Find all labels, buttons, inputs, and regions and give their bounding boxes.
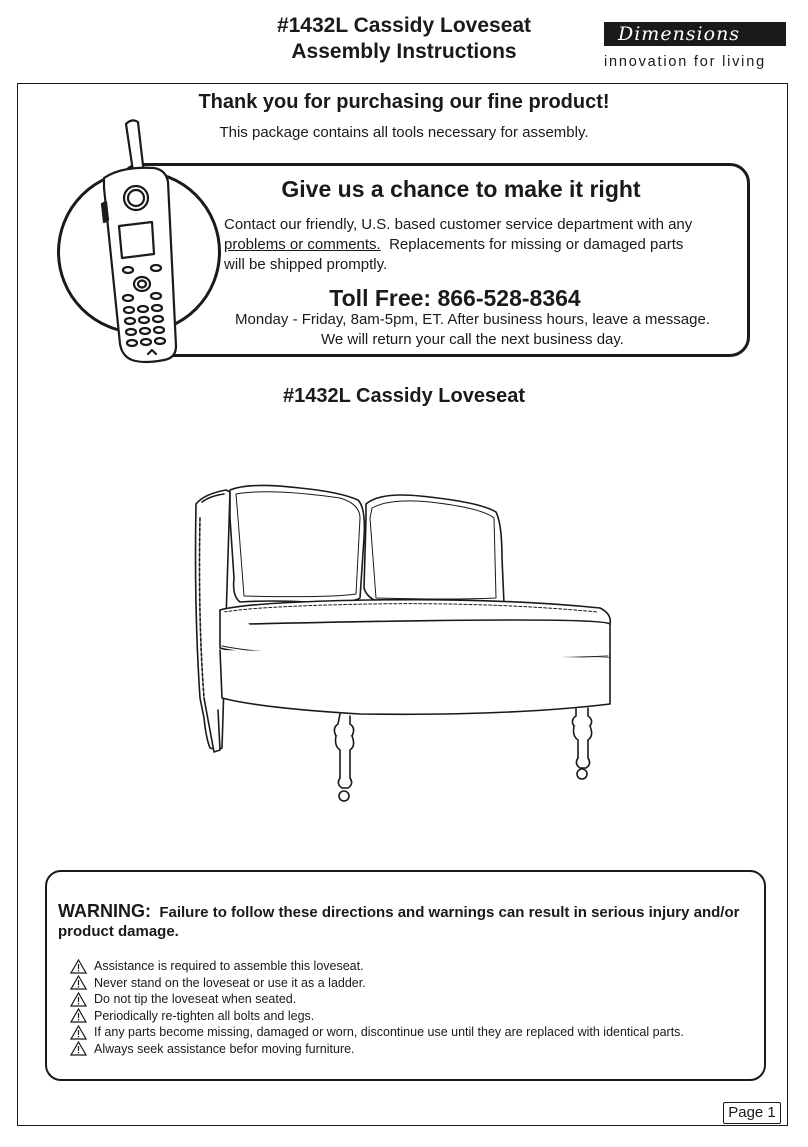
hours-line2: We will return your call the next business day. <box>321 331 624 348</box>
list-item <box>70 975 760 992</box>
support-contact-text <box>224 215 744 275</box>
document-title: #1432L Cassidy Loveseat <box>276 14 532 37</box>
brand-logo <box>604 22 788 72</box>
warning-item-text: Always seek assistance befor moving furniture. <box>94 1041 355 1056</box>
brand-tagline: innovation for living <box>604 54 766 70</box>
warning-item-text: Never stand on the loveseat or use it as a ladder. <box>94 975 366 990</box>
package-note: This package contains all tools necessary for assembly. <box>219 124 589 141</box>
contact-line2: Replacements for missing or damaged parts <box>389 236 684 253</box>
support-hours <box>205 310 740 350</box>
warning-text: Failure to follow these directions and warnings can result in serious injury and/or product damage. <box>58 904 740 940</box>
hours-line1: Monday - Friday, 8am-5pm, ET. After business hours, leave a message. <box>235 311 710 328</box>
warning-item-text: Assistance is required to assemble this loveseat. <box>94 959 364 973</box>
warning-heading <box>58 902 758 941</box>
list-item <box>70 1024 760 1041</box>
list-item <box>70 1008 760 1025</box>
warning-triangle-icon <box>70 1008 87 1023</box>
product-title: #1432L Cassidy Loveseat <box>282 385 525 407</box>
list-item <box>70 958 760 975</box>
brand-name: Dimensions <box>618 23 741 45</box>
document-subtitle: Assembly Instructions <box>291 40 517 63</box>
warning-item-text: If any parts become missing, damaged or worn, discontinue use until they are replaced with identical parts. <box>94 1025 684 1039</box>
loveseat-illustration <box>190 478 620 808</box>
list-item <box>70 991 760 1008</box>
contact-line1: Contact our friendly, U.S. based customer service department with any <box>224 216 693 233</box>
page-number: Page 1 <box>723 1102 781 1124</box>
warning-label: WARNING: <box>58 901 151 921</box>
warning-triangle-icon <box>70 959 87 974</box>
support-heading: Give us a chance to make it right <box>281 176 641 202</box>
contact-line3: will be shipped promptly. <box>224 256 388 273</box>
warning-triangle-icon <box>70 992 87 1007</box>
toll-free-number: Toll Free: 866-528-8364 <box>329 285 581 311</box>
warning-item-text: Periodically re-tighten all bolts and legs. <box>94 1008 315 1023</box>
warning-triangle-icon <box>70 1041 87 1056</box>
list-item <box>70 1041 760 1058</box>
phone-icon <box>92 116 188 370</box>
warning-list <box>70 958 760 1057</box>
problems-link: problems or comments. <box>224 236 381 253</box>
brand-logo-bar <box>604 22 786 46</box>
warning-triangle-icon <box>70 1025 87 1040</box>
warning-triangle-icon <box>70 975 87 990</box>
thank-you-heading: Thank you for purchasing our fine product! <box>198 91 610 113</box>
warning-item-text: Do not tip the loveseat when seated. <box>94 992 297 1006</box>
